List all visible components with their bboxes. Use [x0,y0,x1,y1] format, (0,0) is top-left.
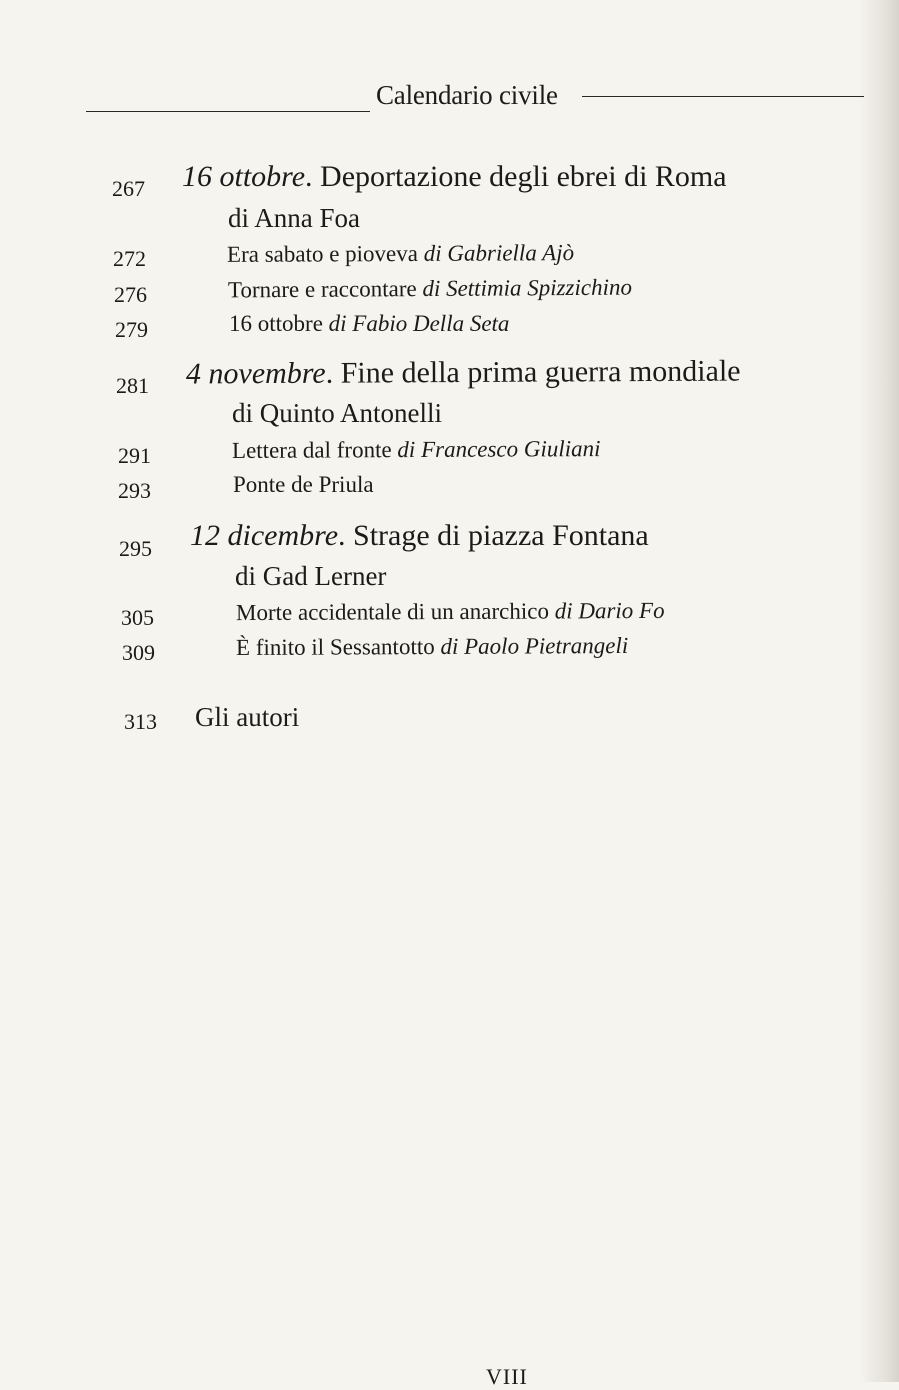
toc-page-number: 313 [124,709,157,734]
toc-page-number: 276 [114,282,147,307]
toc-item-author: di Gabriella Ajò [423,240,575,266]
toc-chapter-title: 4 novembre. Fine della prima guerra mondiale [185,354,741,391]
toc-appendix-title: Gli autori [195,702,300,732]
toc-item: Tornare e raccontare di Settimia Spizzichino [227,274,633,303]
toc-item-author: di Fabio Della Seta [328,311,510,336]
toc-chapter-author: di Quinto Antonelli [232,398,443,428]
toc-item: Ponte de Priula [233,472,374,497]
toc-page-number: 309 [122,640,155,665]
running-head-title: Calendario civile [376,80,558,110]
page-edge-shadow [859,0,899,1382]
toc-chapter-author: di Anna Foa [228,203,360,233]
toc-page-number: 279 [115,317,148,342]
toc-chapter-title: 16 ottobre. Deportazione degli ebrei di Roma [182,160,727,193]
page-folio: VIII [486,1364,528,1389]
toc-chapter-name: Strage di piazza Fontana [353,519,649,552]
toc-page-number: 295 [119,536,152,561]
toc-item-author: di Settimia Spizzichino [422,274,633,302]
toc-chapter-date: 12 dicembre [190,519,339,552]
running-head-rule-left [86,111,370,112]
toc-page-number: 291 [118,443,151,468]
toc-item: Lettera dal fronte di Francesco Giuliani [231,436,601,463]
running-head [86,78,864,114]
toc-chapter-author: di Gad Lerner [235,561,387,591]
toc-item: Morte accidentale di un anarchico di Dario Fo [235,597,665,626]
toc-chapter-title: 12 dicembre. Strage di piazza Fontana [190,519,649,552]
toc-item: Era sabato e pioveva di Gabriella Ajò [226,240,575,267]
toc-page-number: 272 [113,246,146,271]
toc-item-author: di Francesco Giuliani [397,436,601,463]
toc-item-author: di Paolo Pietrangeli [440,632,629,659]
toc-chapter-name: Deportazione degli ebrei di Roma [320,160,727,193]
toc-page-number: 281 [116,373,149,398]
toc-item: È finito il Sessantotto di Paolo Pietrangeli [235,632,629,661]
toc-chapter-name: Fine della prima guerra mondiale [340,354,741,390]
toc-page-number: 293 [118,478,151,503]
toc-item-author: di Dario Fo [554,597,665,624]
toc-chapter-date: 4 novembre [185,356,326,391]
toc-page-number: 305 [121,605,154,630]
running-head-rule-right [582,96,864,97]
toc-chapter-date: 16 ottobre [182,160,306,193]
toc-item: 16 ottobre di Fabio Della Seta [229,311,510,336]
toc-page-number: 267 [112,176,145,201]
